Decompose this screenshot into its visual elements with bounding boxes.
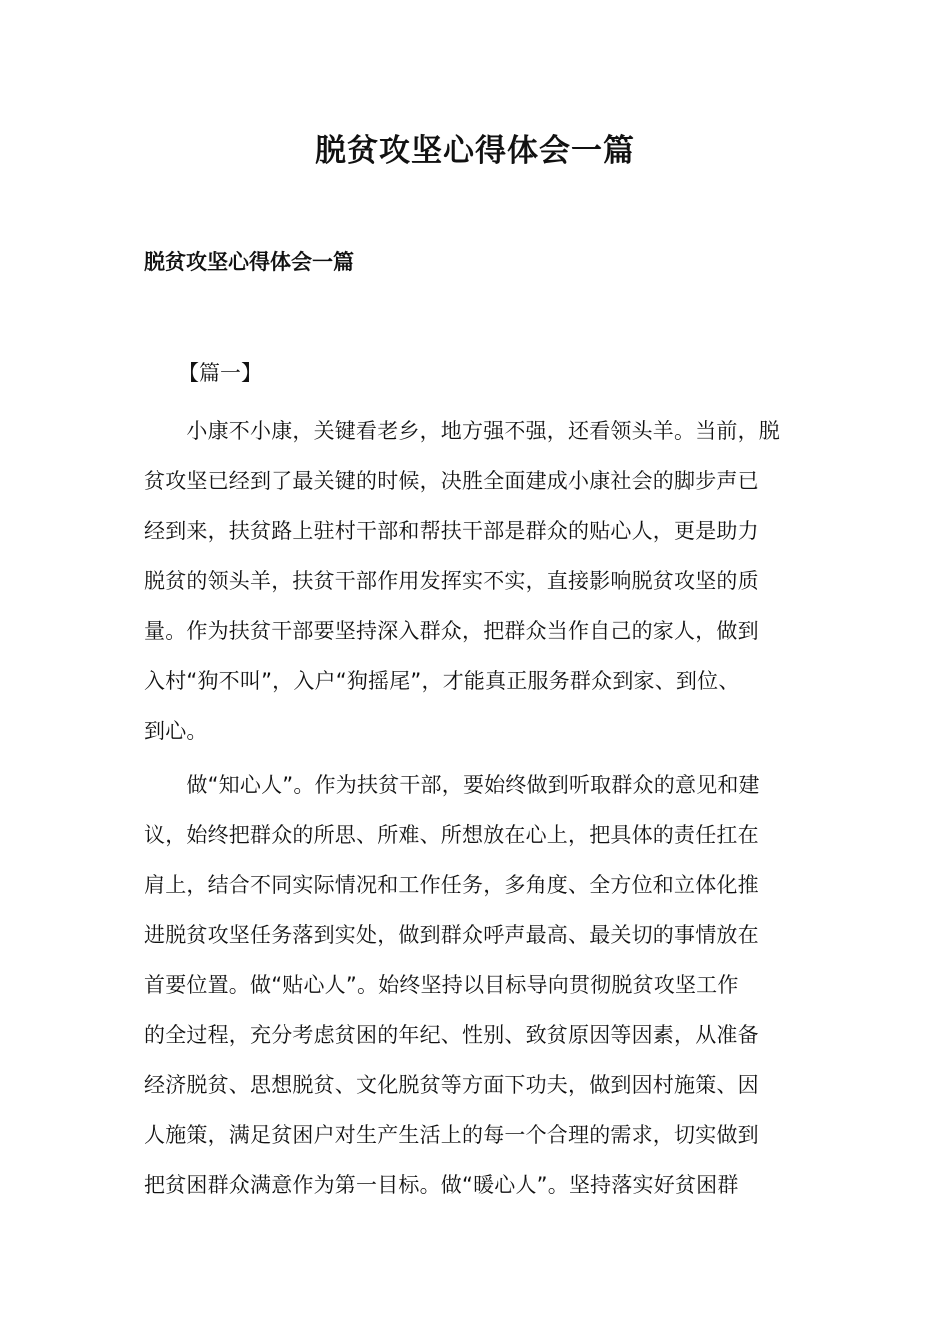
paragraph-line: 进脱贫攻坚任务落到实处，做到群众呼声最高、最关切的事情放在 [144, 923, 759, 947]
paragraph-line: 经济脱贫、思想脱贫、文化脱贫等方面下功夫，做到因村施策、因 [144, 1073, 759, 1097]
paragraph-line: 首要位置。做“贴心人”。始终坚持以目标导向贯彻脱贫攻坚工作 [144, 973, 739, 997]
paragraph-line: 小康不小康，关键看老乡，地方强不强，还看领头羊。当前，脱 [144, 419, 780, 443]
paragraph-line: 脱贫的领头羊，扶贫干部作用发挥实不实，直接影响脱贫攻坚的质 [144, 569, 759, 593]
paragraph-line: 贫攻坚已经到了最关键的时候，决胜全面建成小康社会的脚步声已 [144, 469, 759, 493]
section-label: 【篇一】 [178, 361, 262, 385]
paragraph-line: 入村“狗不叫”，入户“狗摇尾”，才能真正服务群众到家、到位、 [144, 669, 740, 693]
paragraph-line: 议，始终把群众的所思、所难、所想放在心上，把具体的责任扛在 [144, 823, 759, 847]
paragraph-line: 把贫困群众满意作为第一目标。做“暖心人”。坚持落实好贫困群 [144, 1173, 739, 1197]
paragraph-line: 做“知心人”。作为扶贫干部，要始终做到听取群众的意见和建 [144, 773, 760, 797]
paragraph-line: 量。作为扶贫干部要坚持深入群众，把群众当作自己的家人，做到 [144, 619, 759, 643]
paragraph-1 [144, 406, 806, 756]
paragraph-line: 经到来，扶贫路上驻村干部和帮扶干部是群众的贴心人，更是助力 [144, 519, 759, 543]
paragraph-line: 肩上，结合不同实际情况和工作任务，多角度、全方位和立体化推 [144, 873, 759, 897]
document-title: 脱贫攻坚心得体会一篇 [315, 133, 635, 169]
paragraph-line: 人施策，满足贫困户对生产生活上的每一个合理的需求，切实做到 [144, 1123, 759, 1147]
paragraph-line: 的全过程，充分考虑贫困的年纪、性别、致贫原因等因素，从准备 [144, 1023, 759, 1047]
paragraph-line: 到心。 [144, 719, 208, 743]
document-subtitle: 脱贫攻坚心得体会一篇 [144, 250, 354, 274]
paragraph-2 [144, 760, 806, 1210]
